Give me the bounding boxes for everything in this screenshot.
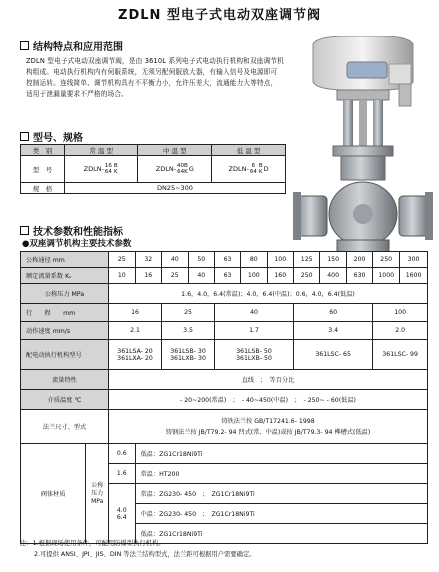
section-structure-heading: 结构特点和应用范围 [20,38,123,53]
dn-cell: 40 [162,252,189,268]
col-header-normal: 常 温 型 [64,145,138,156]
kv-cell: 160 [267,268,293,284]
row-label-spec: 规 格 [21,183,65,194]
speed-cell: 2.0 [373,322,428,340]
actuator-cell: 361LSC- 99 [373,340,428,370]
material-value: 常温：ZG230- 450 ； ZG1Cr18Ni9Ti [135,484,427,504]
square-bullet-icon [20,41,29,50]
col-header-medium: 中 温 型 [138,145,212,156]
stroke-cell: 100 [373,304,428,322]
kv-cell: 25 [162,268,189,284]
dn-cell: 125 [293,252,319,268]
page-title: ZDLN 型电子式电动双座调节阀 [118,8,321,23]
material-value: 低温：ZG1Cr18Ni9Ti [135,444,427,464]
intro-paragraph: ZDLN 型电子式电动双座调节阀，是由 3610L 系列电子式电动执行机构和双座调节机构组成。电动执行机构内有伺服系统，无须另配伺服放大器，有输入信号及电源即可控制运转。连线简单、调节机构具有不平衡力小，允许压差大，流通能力大等特点，适用于泄漏量要求不严格的场合。 [26,57,284,98]
model-normal: ZDLN- 16 64 B K [64,156,138,183]
double-seat-subheading: ●双座调节机构主要技术参数 [22,239,132,249]
actuator-cell: 361LSB- 50 361LXB- 50 [215,340,294,370]
dn-cell: 150 [320,252,346,268]
actuator-label: 配电动执行机构型号 [21,340,109,370]
material-pressure: 0.6 [109,444,136,464]
dn-cell: 80 [241,252,267,268]
material-value: 常温：HT200 [135,464,427,484]
footnotes [20,538,256,560]
kv-cell: 250 [293,268,319,284]
stroke-cell: 16 [109,304,162,322]
square-bullet-icon [20,226,29,235]
temp-label: 介质温度 ℃ [21,390,109,410]
material-pressure: 4.0 6.4 [109,484,136,544]
actuator-cell: 361LSA- 20 361LXA- 20 [109,340,162,370]
kv-cell: 63 [215,268,241,284]
kv-cell: 16 [135,268,161,284]
actuator-cell: 361LSB- 30 361LXB- 30 [162,340,215,370]
stroke-cell: 25 [162,304,215,322]
flow-label: 流量特性 [21,370,109,390]
pn-label: 公称压力 MPa [21,284,109,304]
pn-group-label: 公称压力MPa [86,444,109,544]
material-pressure: 1.6 [109,464,136,484]
spec-value: DN25~300 [64,183,285,194]
col-header-category: 类 别 [21,145,65,156]
kv-cell: 630 [346,268,372,284]
note-1: 注：1.根据现场使用条件，可配用防爆型执行机构。 [20,540,165,547]
kv-cell: 100 [241,268,267,284]
stroke-cell: 40 [215,304,294,322]
valve-product-image [289,36,435,258]
row-label-model: 型 号 [21,156,65,183]
speed-cell: 1.7 [215,322,294,340]
flow-value: 直线 ； 等百分比 [109,370,428,390]
dn-cell: 300 [400,252,428,268]
model-spec-table [20,144,286,194]
dn-cell: 50 [188,252,215,268]
pn-value: 1.6，4.0，6.4(常温)；4.0，6.4(中温)；0.6，4.0，6.4(低温) [109,284,428,304]
dn-cell: 32 [135,252,161,268]
speed-cell: 3.4 [293,322,372,340]
material-value: 低温：ZG1Cr18Ni9Ti [135,524,427,544]
dn-cell: 200 [346,252,372,268]
material-value: 中温：ZG230- 450 ； ZG1Cr18Ni9Ti [135,504,427,524]
kv-cell: 1000 [373,268,400,284]
temp-value: - 20~200(常温) ； - 40~450(中温) ； - 250~ - 60(低温) [109,390,428,410]
kv-label: 额定流量系数 Kᵥ [21,268,109,284]
stroke-label: 行 程 mm [21,304,109,322]
square-bullet-icon [20,132,29,141]
section-tech-heading: 技术参数和性能指标 [20,223,123,238]
dn-label: 公称通径 mm [21,252,109,268]
dn-cell: 25 [109,252,136,268]
flange-value: 铸铁法兰按 GB/T17241.6- 1998 铸钢法兰按 JB/T79.2- 94 凹式(常、中温)或按 JB/T79.3- 94 榫槽式(低温) [109,410,428,444]
model-medium: ZDLN- 40B 64K G [138,156,212,183]
speed-label: 动作速度 mm/s [21,322,109,340]
dn-cell: 100 [267,252,293,268]
kv-cell: 10 [109,268,136,284]
actuator-cell: 361LSC- 65 [293,340,372,370]
stroke-cell: 60 [293,304,372,322]
section-model-heading: 型号、规格 [20,129,83,144]
col-header-low: 低 温 型 [212,145,286,156]
dn-cell: 250 [373,252,400,268]
tech-params-table [20,251,428,544]
material-label: 阀体材质 [21,444,86,544]
speed-cell: 2.1 [109,322,162,340]
kv-cell: 40 [188,268,215,284]
speed-cell: 3.5 [162,322,215,340]
model-low: ZDLN- 6 64 B K D [212,156,286,183]
flange-label: 法兰尺寸、型式 [21,410,109,444]
kv-cell: 400 [320,268,346,284]
dn-cell: 63 [215,252,241,268]
kv-cell: 1600 [400,268,428,284]
note-2: 2.可提供 ANSI、JPI、JIS、DIN 等法兰结构型式，法兰距可根据用户需要确定。 [34,551,256,558]
